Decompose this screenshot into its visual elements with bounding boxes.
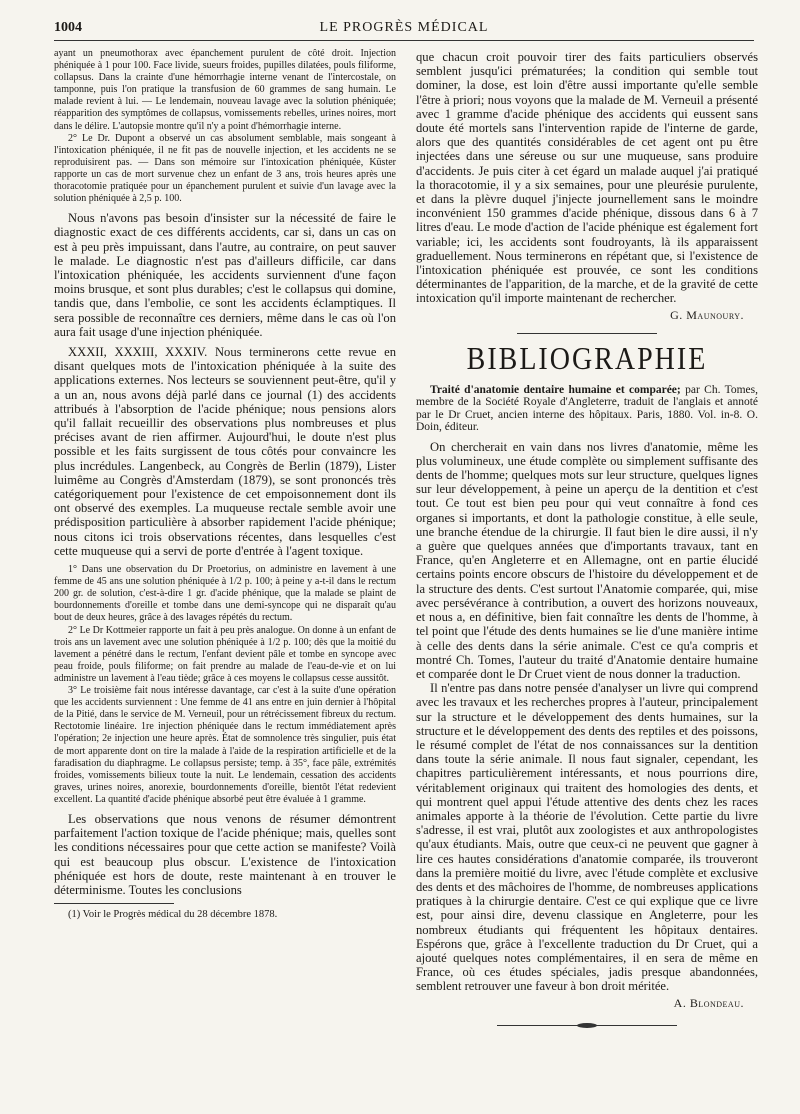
footnote: (1) Voir le Progrès médical du 28 décembre 1878.	[68, 909, 278, 921]
review-paragraph-2: Il n'entre pas dans notre pensée d'analyser un livre qui comprend avec les travaux et les recherches propres à l'auteur, principalement sur la structure et le développement des dents humaines, sur la structure et le développement des dents des reptiles et des poissons, le résumé complet de l'état de nos connaissances sur la dentition dans toute la série animale. Il nous faut signaler, cependant, les chapitres particulièrement intéressants, et nous pourrions dire, véritablement originaux qui traitent des homologies des dents, et qui montrent quel appui l'étude attentive des dents chez les races animales apporte à la théorie de l'évolution. Cette partie du livre s'adresse, il est vrai, plutôt aux zoologistes et aux anthropologistes qu'aux étudiants. Mais, outre que ceux-ci ne peuvent que gagner à lire ces hautes considérations d'anatomie comparée, ils trouveront dans la première moitié du livre, avec l'étude complète et exclusive des dents et des mâchoires de l'homme, de nombreuses applications pratiques à la chirurgie dentaire. C'est ce qui explique que ce livre est, pour ainsi dire, devenu classique en Angleterre, pour les nombreux étudiants qui fréquentent les hôpitaux dentaires. Espérons que, grâce à l'excellente traduction du Dr Cruet, qui a ajouté quelques notes complémentaires, il en sera de même en France, où ces études spéciales, jadis presque abandonnées, semblent retrouver une faveur à bon droit méritée.	[416, 681, 758, 994]
page-number: 1004	[54, 20, 82, 35]
end-divider	[497, 1025, 677, 1026]
observation-1: 1° Dans une observation du Dr Proetorius, on administre en lavement à une femme de 45 ans une solution phéniquée à 1/2 p. 100; à peine y a-t-il dans le rectum 200 gr. de solution, c'est-à-dire 1 gr. d'acide phénique, que la malade se plaint de bourdonnements d'oreille et tombe dans une demi-syncope qui ne disparaît qu'au bout de deux heures, grâce à des lavages répétés du rectum.	[54, 564, 396, 624]
paragraph-continuation: que chacun croit pouvoir tirer des faits particuliers observés semblent jusqu'ici prématurées; la condition qui semble tout dominer, la dose, est loin d'être aussi importante qu'elle semble l'être à priori; nous voyons que la malade de M. Verneuil a présenté avec 1 gramme d'acide phénique des accidents qui eussent sans doute été mortels sans l'intervention rapide de l'interne de garde, alors que des quantités considérables de cet agent ont pu être injectées dans une séreuse ou sur une muqueuse, sans produire d'accidents. Je puis citer à cet égard un malade auquel j'ai pratiqué la thoracotomie, il y a six semaines, pour une pleurésie purulente, et dans la plèvre duquel j'injecte journellement sans le moindre inconvénient 150 grammes d'acide phénique, dissous dans 6 à 7 litres d'eau. Le mode d'action de l'acide phénique est également fort variable; ici, les accidents sont foudroyants, là ils apparaissent graduellement. Nous terminerons en répétant que, si l'existence de l'intoxication phéniquée est prouvée, ce sont les conditions déterminantes de l'apparition, de la marche, et de la gravité de cette intoxication qu'il importe maintenant de rechercher.	[416, 50, 758, 306]
running-title: LE PROGRÈS MÉDICAL	[319, 20, 489, 35]
review-paragraph-1: On chercherait en vain dans nos livres d'anatomie, même les plus volumineux, une étude complète ou simplement suffisante des dents de l'homme; quelques mots sur leur structure, quelques lignes sur leur développement, à peine un aperçu de la dentition et c'est tout. Ce tout est bien peu pour qui veut connaître à fond ces organes si importants, et dont la pathologie constitue, à elle seule, une branche étendue de la chirurgie. Il faut bien le dire aussi, il n'y a guère que quelques années que d'importants travaux, tant en France, qu'en Angleterre et en Allemagne, ont en partie élucidé certains points encore obscurs de l'histoire du développement et de la structure des dents. C'est surtout l'Anatomie comparée, qui, mise avec persévérance à contribution, a ouvert des horizons nouveaux, et nous a, en définitive, bien fait connaître les dents de l'homme, à tel point que l'étude des dents humaines se lie d'une manière intime à celle des dents dans la série animale. C'est ce qu'a compris et montré Ch. Tomes, l'auteur du traité d'Anatomie dentaire humaine et comparée dont le Dr Cruet vient de nous donner la traduction.	[416, 439, 758, 681]
author-signature: G. Maunoury.	[670, 307, 744, 322]
review-signature: A. Blondeau.	[673, 995, 744, 1010]
section-divider	[517, 333, 657, 334]
book-reference	[416, 384, 758, 434]
right-column	[416, 50, 758, 1100]
left-column	[54, 48, 396, 1098]
case-dupont: 2° Le Dr. Dupont a observé un cas absolument semblable, mais songeant à l'intoxication phéniquée, il ne fit pas de nouvelle injection, et les accidents ne se reproduisirent pas. — Dans son mémoire sur l'intoxication phéniquée, Küster rapporte un cas de mort survenue chez un enfant de 3 ans, trois heures après une thoracotomie pratiquée pour un épanchement purulent et suivie d'un lavage avec la solution phéniquée à 2,5 p. 100.	[54, 132, 396, 205]
book-title: Traité d'anatomie dentaire humaine et comparée;	[430, 383, 681, 396]
paragraph-xxxii: XXXII, XXXIII, XXXIV. Nous terminerons cette revue en disant quelques mots de l'intoxication phéniquée à la suite des applications externes. Nos lecteurs se souviennent peut-être, qu'il y a un an, nous avons déjà parlé dans ce journal (1) des accidents attribués à l'absorption de l'acide phénique; nous pensions alors qu'il fallait recueillir des observations plus nombreuses et plus précises avant de rien affirmer. Aujourd'hui, le doute n'est plus possible et les faits surgissent de tous côtés pour convaincre les plus incrédules. Langenbeck, au Congrès de Berlin (1879), Lister luimême au Congrès d'Amsterdam (1879), se sont prononcés très catégoriquement pour l'existence de cet empoisonnement dont ils ont observé des exemples. La muqueuse rectale semble avoir une prédisposition particulière à absorber rapidement l'acide phénique; nous citons ici trois observations récentes, dans lesquelles c'est cette muqueuse qui a servi de porte d'entrée à l'agent toxique.	[54, 345, 396, 558]
footnote-divider	[54, 903, 174, 904]
paragraph-diagnostic: Nous n'avons pas besoin d'insister sur la nécessité de faire le diagnostic exact de ces différents accidents, car si, dans un cas on est à peu près impuissant, dans l'autre, au contraire, on peut sauver le malade. Le diagnostic n'est pas d'ailleurs difficile, car dans l'intoxication phéniquée, les accidents surviennent d'une façon moins brusque, et sont plus durables; c'est le collapsus qui domine, tandis que, dans l'embolie, ce sont les accidents éclamptiques. Il sera possible de reconnaître ces derniers, même dans le cas où l'on aura fait usage d'une injection phéniquée.	[54, 211, 396, 339]
observation-3: 3° Le troisième fait nous intéresse davantage, car c'est à la suite d'une opération que les accidents surviennent : Une femme de 41 ans entre en juin dernier à l'hôpital de la Pitié, dans le service de M. Verneuil, pour un rétrécissement fibreux du rectum. Rectotomie linéaire. 1re injection phéniquée dans le rectum immédiatement après l'opération; 2e injection une heure après. État de somnolence très singulier, puis état de mort apparente dont on tire la malade à l'aide de la respiration artificielle et de la faradisation du diaphragme. Le collapsus persiste; temp. à 35°, face pâle, extrémités froides, vomissements bilieux toute la nuit. Le lendemain, cessation des accidents graves, urines noires, anorexie, bourdonnements d'oreille, bientôt l'état redevient excellent. La quantité d'acide phénique absorbé peut être évaluée à 1 gramme.	[54, 685, 396, 805]
section-title: BIBLIOGRAPHIE	[466, 341, 708, 377]
observation-2: 2° Le Dr Kottmeier rapporte un fait à peu près analogue. On donne à un enfant de trois ans un lavement avec une solution phéniquée à 1/2 p. 100; dès que la moitié du lavement a pénétré dans le rectum, l'enfant devient pâle et tombe en syncope avec peau froide, pouls filiforme; on fait prendre au malade de l'eau-de-vie et on lui administre un lavement à l'eau tiède; grâce à ces moyens le collapsus cesse aussitôt.	[54, 624, 396, 684]
case-continued: ayant un pneumothorax avec épanchement purulent de côté droit. Injection phéniquée à 1 pour 100. Face livide, sueurs froides, pupilles dilatées, pouls filiforme, collapsus. Dans la crainte d'une hémorrhagie interne venant de l'intercostale, on tamponne, puis l'on pratique la transfusion de 60 grammes de sang humain. Le malade revient à lui. — Le lendemain, nouveau lavage avec la solution phéniquée; réapparition des symptômes de collapsus, vomissements rebelles, urines noires, mort dans le délire. L'autopsie montre qu'il n'y a point d'hémorrhagie interne.	[54, 48, 396, 132]
page-header	[54, 18, 754, 41]
paragraph-conclusions: Les observations que nous venons de résumer démontrent parfaitement l'action toxique de l'acide phénique; mais, quelles sont les conditions nécessaires pour que cette action se manifeste? Voilà qui est beaucoup plus obscur. L'existence de l'intoxication phéniquée est hors de doute, reste maintenant à en trouver le déterminisme. Toutes les conclusions	[54, 811, 396, 897]
book-info: par Ch. Tomes, membre de la Société Royale d'Angleterre, traduit de l'anglais et annoté par le Dr Cruet, ancien interne des hôpitaux. Paris, 1880. Vol. in-8. O. Doin, éditeur.	[416, 383, 758, 434]
